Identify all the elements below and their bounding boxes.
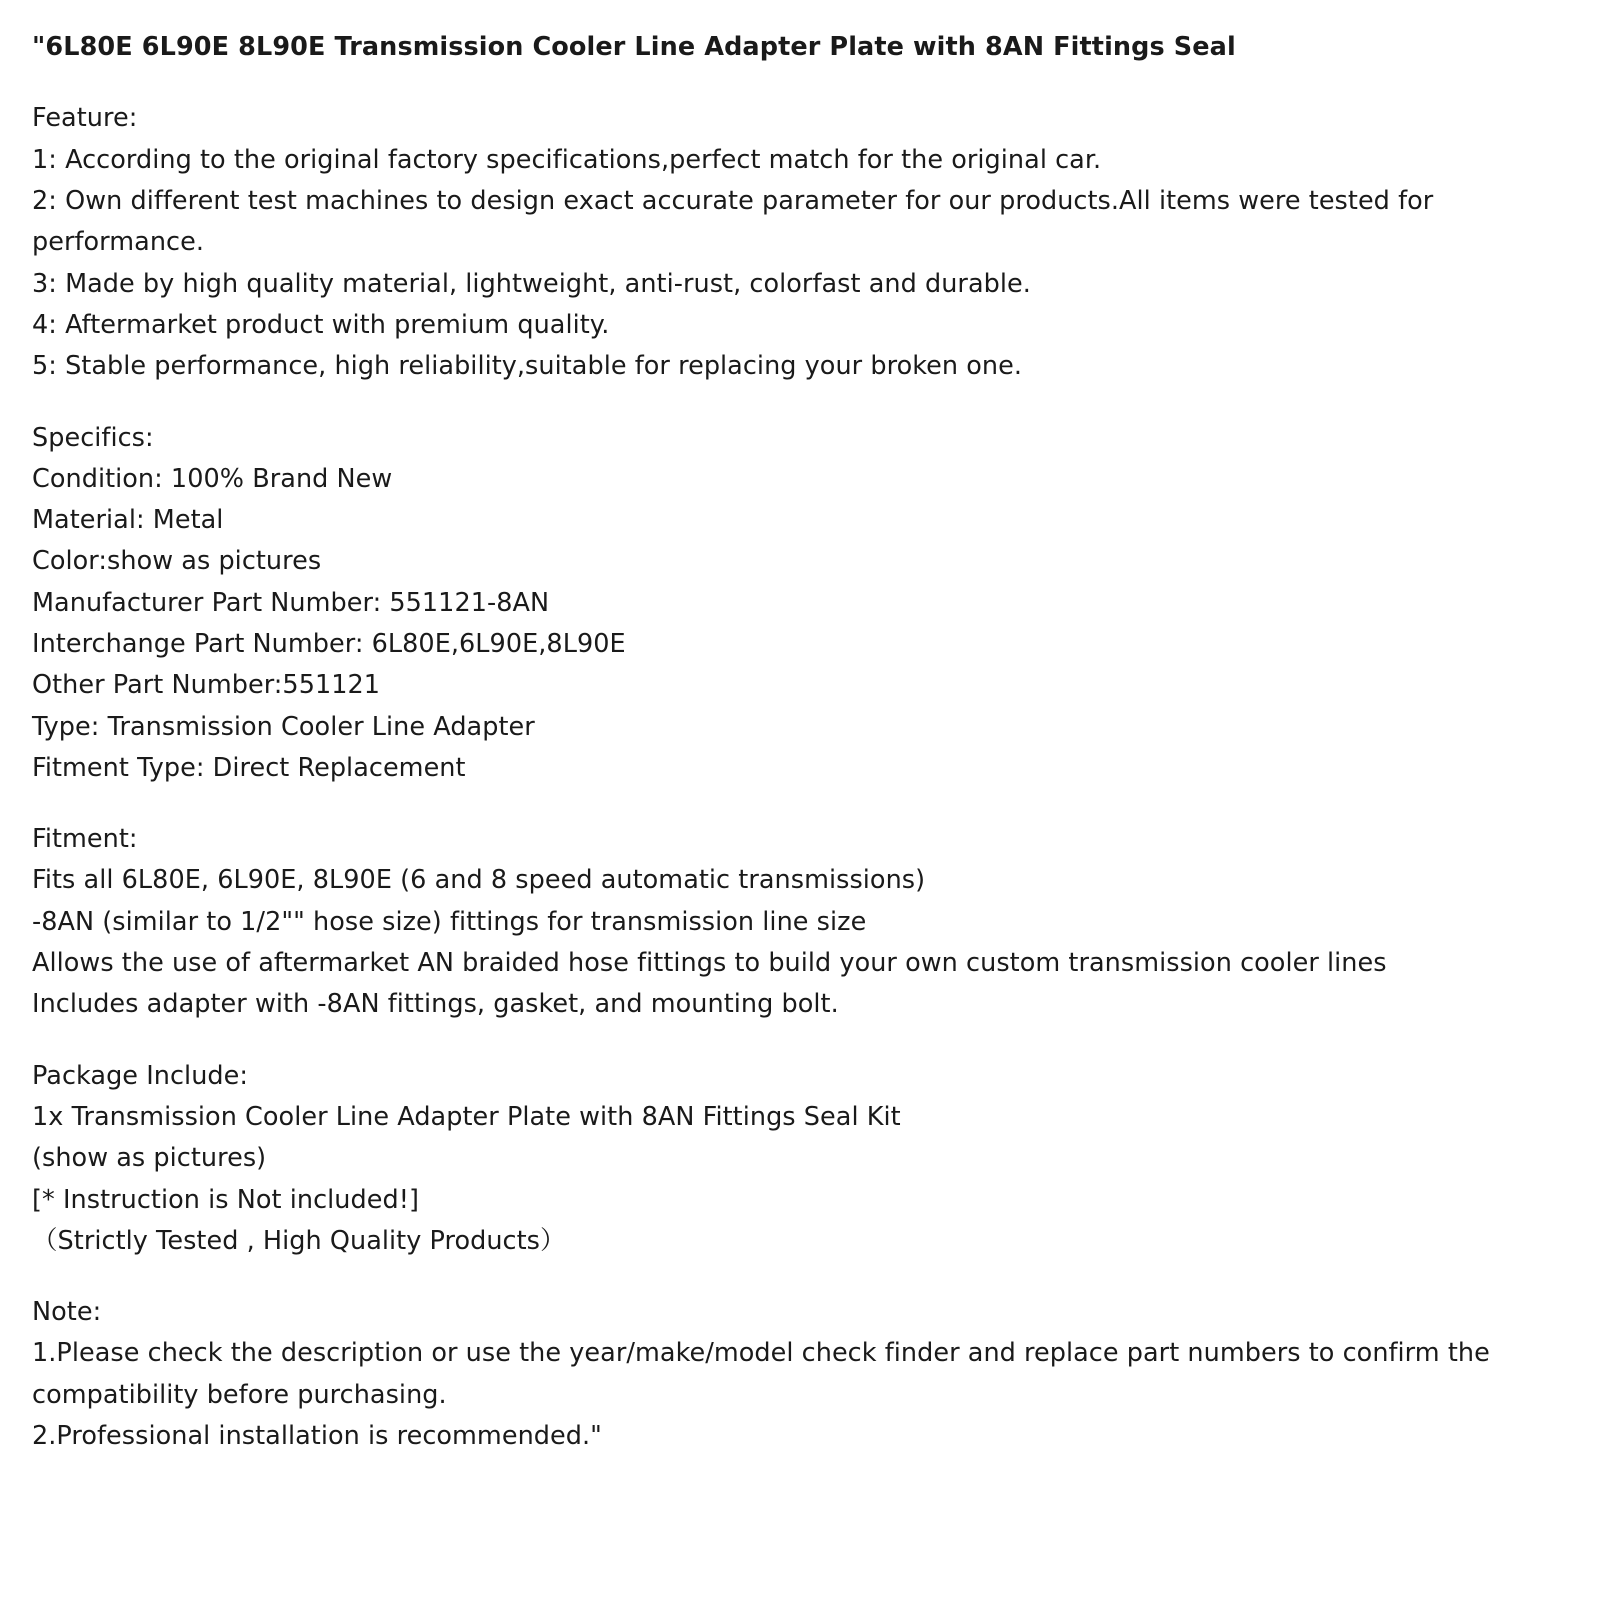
section-heading: Package Include:: [32, 1060, 249, 1091]
specific-condition: Condition: 100% Brand New: [32, 463, 393, 494]
section-fitment: [32, 819, 1568, 1025]
package-note-pictures: (show as pictures): [32, 1143, 267, 1174]
specific-material: Material: Metal: [32, 505, 224, 536]
section-heading: Specifics:: [32, 422, 154, 453]
feature-item-5: 5: Stable performance, high reliability,suitable for replacing your broken one.: [32, 351, 1022, 382]
fitment-item-4: Includes adapter with -8AN fittings, gasket, and mounting bolt.: [32, 989, 839, 1020]
package-note-quality: （Strictly Tested , High Quality Products）: [32, 1225, 566, 1256]
fitment-item-1: Fits all 6L80E, 6L90E, 8L90E (6 and 8 speed automatic transmissions): [32, 865, 926, 896]
section-note: [32, 1292, 1568, 1457]
note-item-2: 2.Professional installation is recommended.": [32, 1421, 602, 1452]
section-package-include: [32, 1056, 1568, 1262]
feature-item-2: 2: Own different test machines to design exact accurate parameter for our products.All items were tested for performance.: [32, 186, 1434, 258]
feature-item-1: 1: According to the original factory specifications,perfect match for the original car.: [32, 144, 1102, 175]
feature-item-4: 4: Aftermarket product with premium quality.: [32, 309, 610, 340]
specific-other-part-number: Other Part Number:551121: [32, 670, 381, 701]
feature-item-3: 3: Made by high quality material, lightweight, anti-rust, colorfast and durable.: [32, 268, 1031, 299]
section-heading: Feature:: [32, 103, 138, 134]
section-heading: Fitment:: [32, 824, 138, 855]
section-specifics: [32, 418, 1568, 790]
specific-fitment-type: Fitment Type: Direct Replacement: [32, 752, 466, 783]
section-feature: [32, 98, 1568, 387]
package-item-1: 1x Transmission Cooler Line Adapter Plate with 8AN Fittings Seal Kit: [32, 1101, 901, 1132]
fitment-item-2: -8AN (similar to 1/2"" hose size) fittings for transmission line size: [32, 906, 867, 937]
specific-type: Type: Transmission Cooler Line Adapter: [32, 711, 535, 742]
specific-color: Color:show as pictures: [32, 546, 322, 577]
note-item-1: 1.Please check the description or use the year/make/model check finder and replace part numbers to confirm the compatibility before purchasing.: [32, 1338, 1490, 1410]
fitment-item-3: Allows the use of aftermarket AN braided hose fittings to build your own custom transmission cooler lines: [32, 948, 1387, 979]
specific-interchange-part-number: Interchange Part Number: 6L80E,6L90E,8L90E: [32, 628, 626, 659]
page-title: "6L80E 6L90E 8L90E Transmission Cooler Line Adapter Plate with 8AN Fittings Seal: [32, 32, 1236, 62]
package-note-instruction: [* Instruction is Not included!]: [32, 1184, 419, 1215]
section-heading: Note:: [32, 1297, 102, 1328]
specific-manufacturer-part-number: Manufacturer Part Number: 551121-8AN: [32, 587, 550, 618]
